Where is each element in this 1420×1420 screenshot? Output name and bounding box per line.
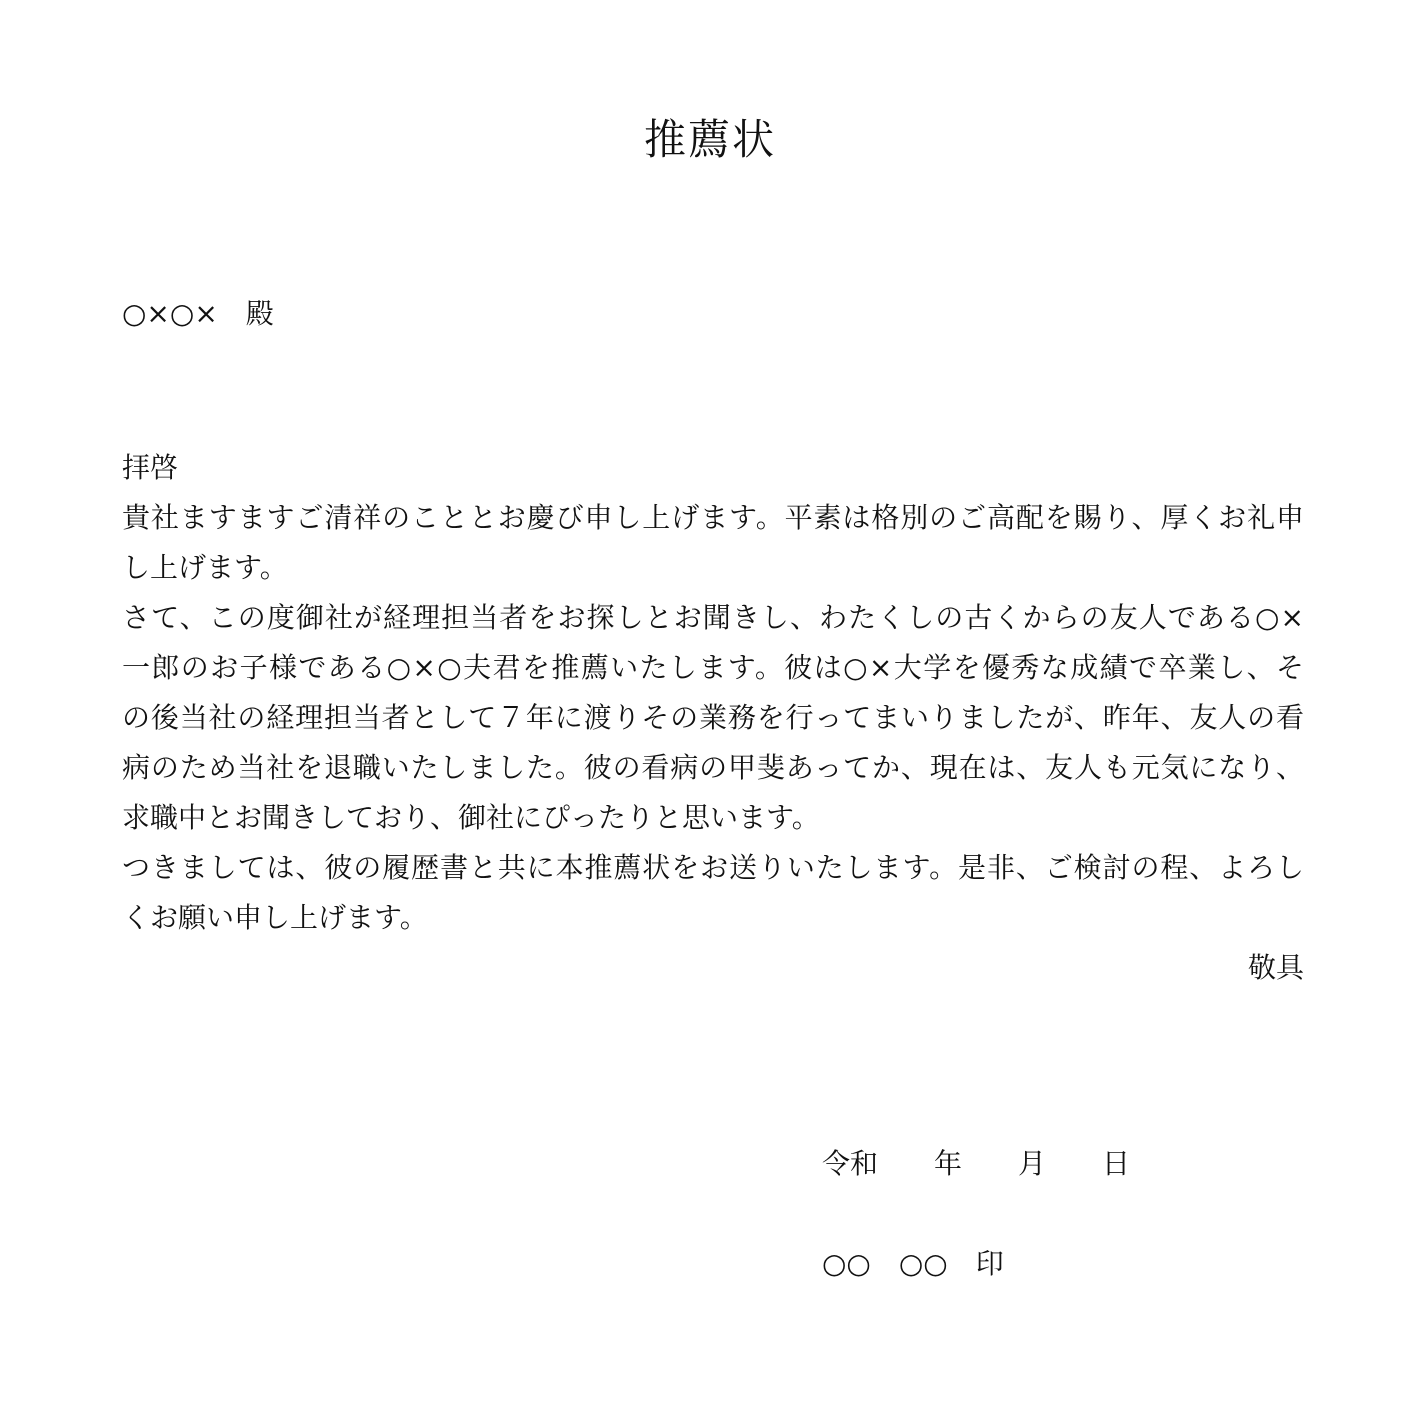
body-line-5: の後当社の経理担当者として７年に渡りその業務を行ってまいりましたが、昨年、友人の看: [122, 701, 1304, 734]
addressee: ○×○× 殿: [122, 297, 274, 330]
body-line-6: 病のため当社を退職いたしました。彼の看病の甲斐あってか、現在は、友人も元気になり、: [122, 751, 1304, 784]
document-title: 推薦状: [643, 115, 776, 164]
body-line-9: くお願い申し上げます。: [122, 901, 428, 934]
body-line-1: 貴社ますますご清祥のこととお慶び申し上げます。平素は格別のご高配を賜り、厚くお礼申: [122, 501, 1304, 534]
body-line-4: 一郎のお子様である○×○夫君を推薦いたします。彼は○×大学を優秀な成績で卒業し、そ: [122, 651, 1304, 684]
closing-word: 敬具: [1247, 951, 1304, 984]
body-line-7: 求職中とお聞きしており、御社にぴったりと思います。: [122, 801, 820, 834]
letter-body: [122, 443, 1304, 993]
body-line-8: つきましては、彼の履歴書と共に本推薦状をお送りいたします。是非、ご検討の程、よろし: [122, 851, 1304, 884]
date-line: 令和 年 月 日: [822, 1147, 1131, 1180]
sender-signature-line: ○○ ○○ 印: [822, 1247, 1004, 1280]
body-line-3: さて、この度御社が経理担当者をお探しとお聞きし、わたくしの古くからの友人である○×: [122, 601, 1304, 634]
body-line-2: し上げます。: [122, 551, 288, 584]
salutation: 拝啓: [122, 451, 179, 484]
